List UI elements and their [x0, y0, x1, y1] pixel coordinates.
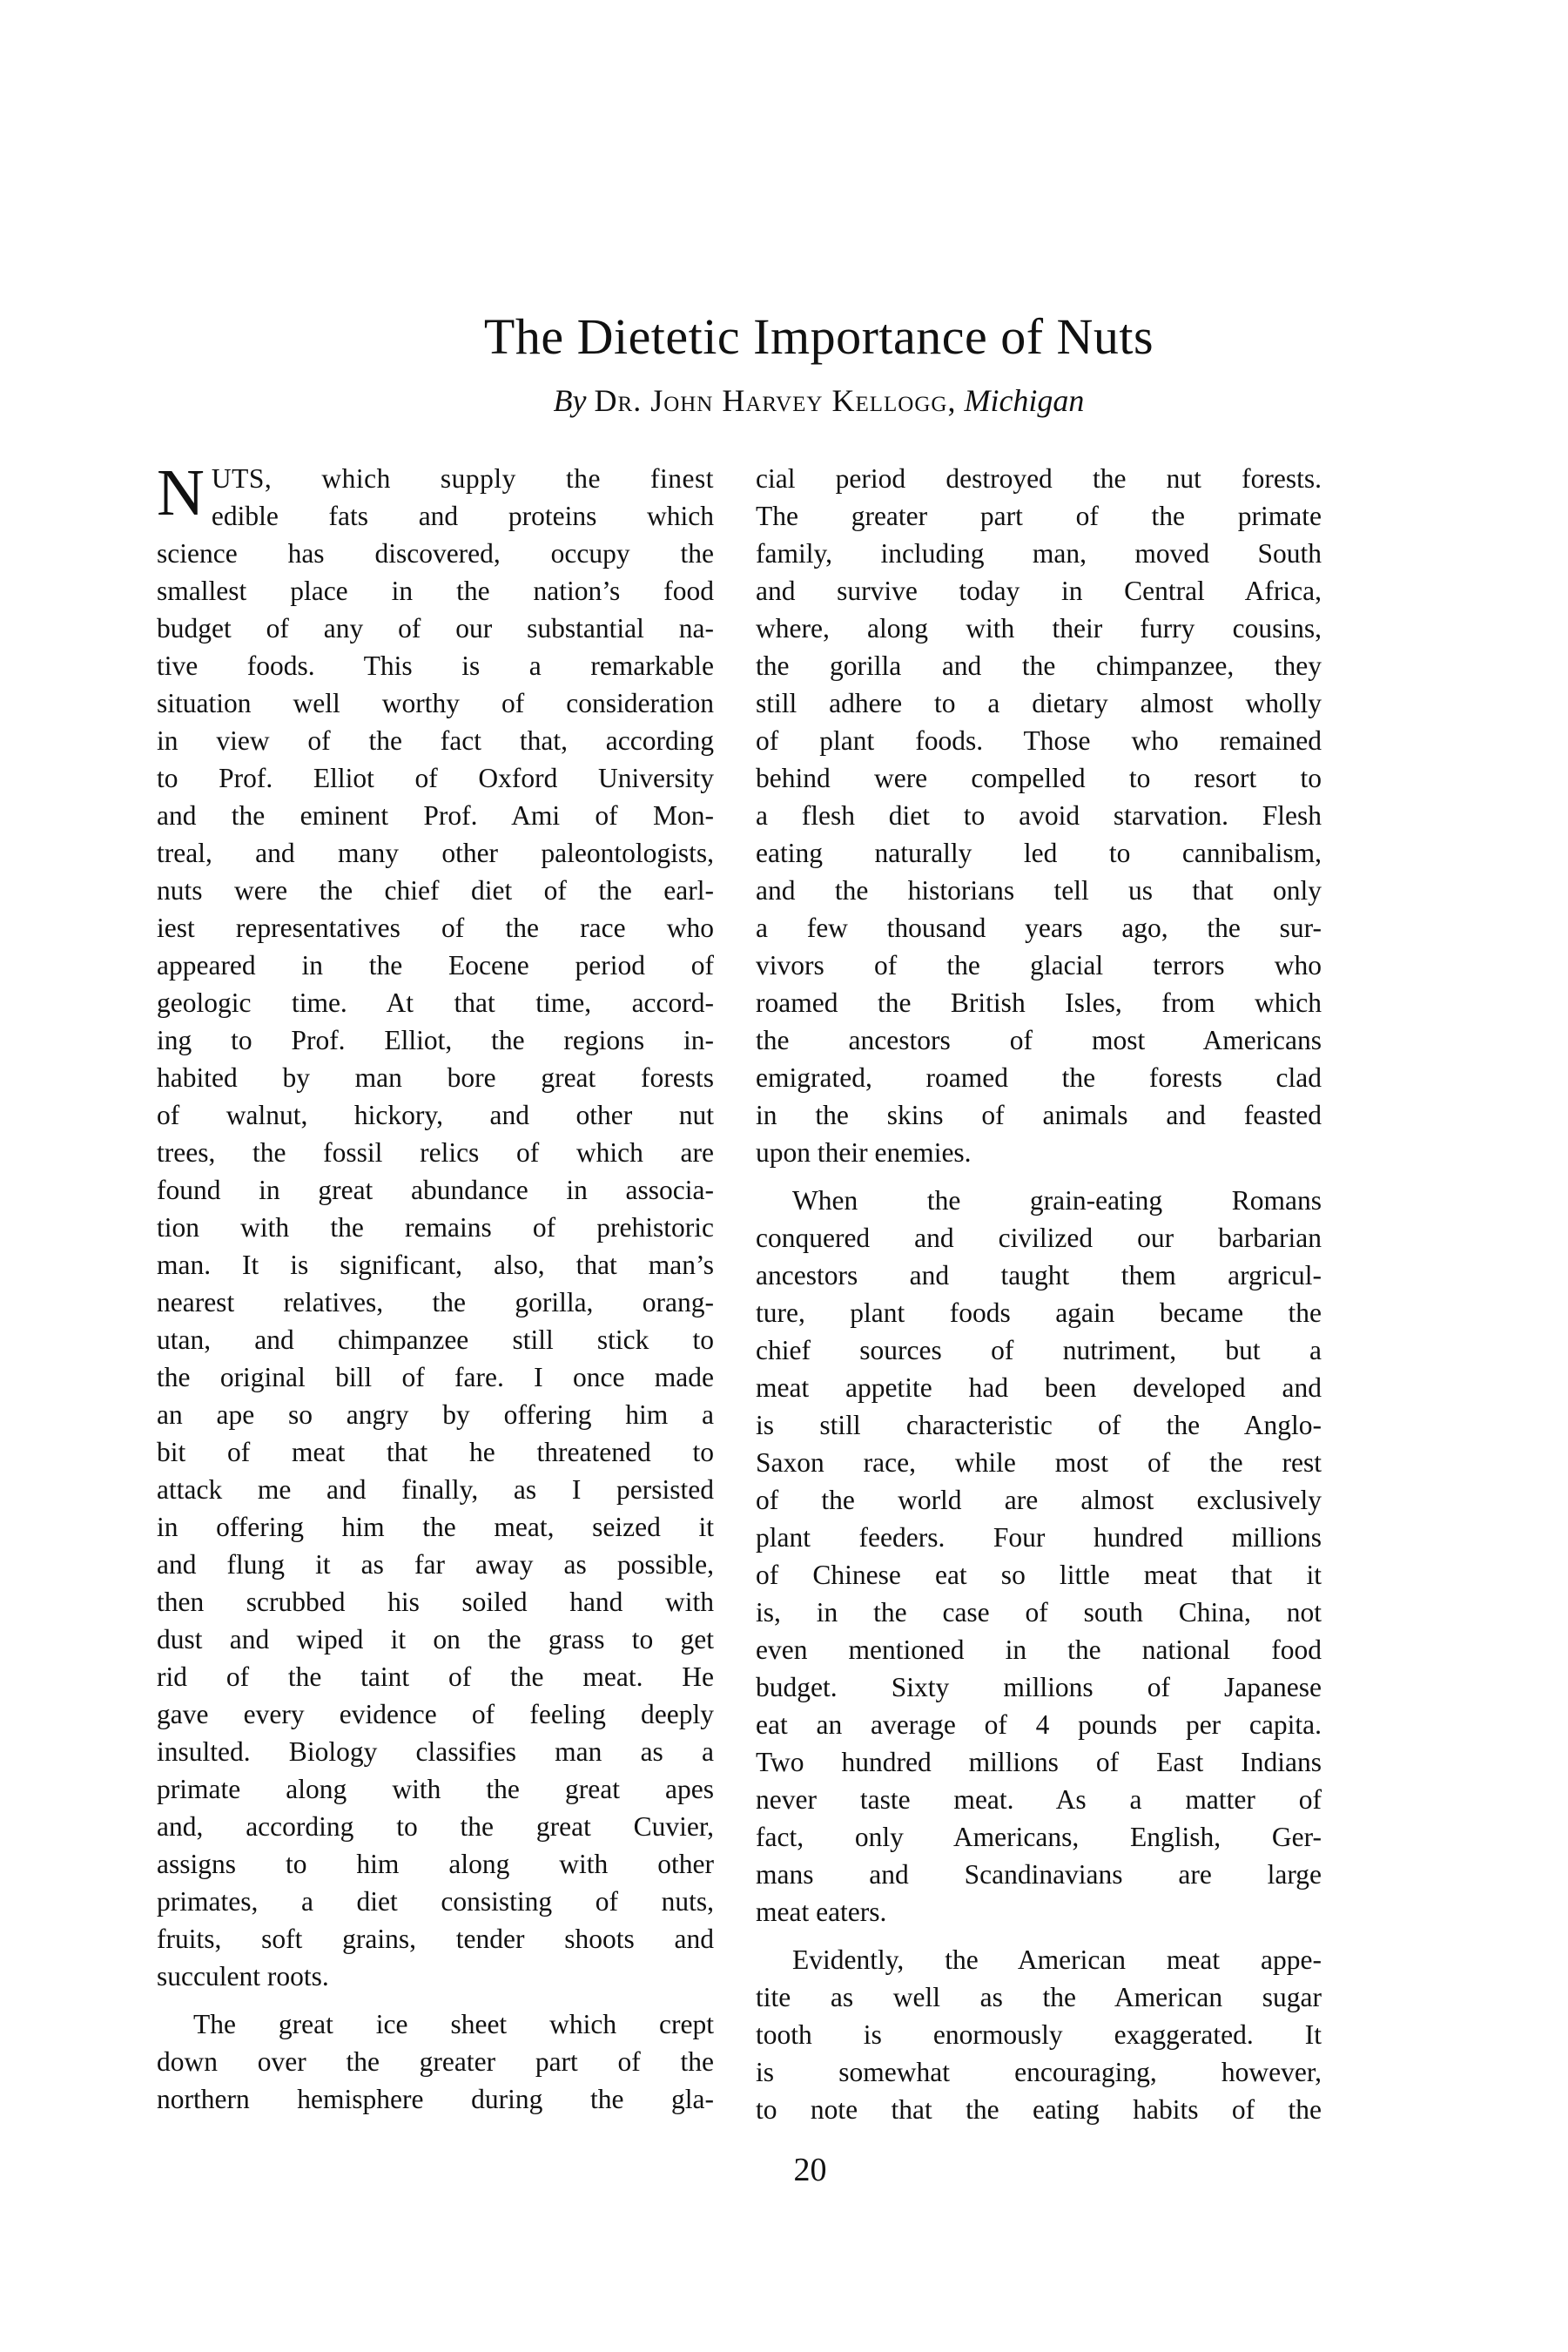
text-line: conquered and civilized our barbarian [756, 1223, 1322, 1253]
text-line: dust and wiped it on the grass to get [157, 1624, 714, 1654]
paragraph [756, 1182, 1322, 1931]
text-line: chief sources of nutriment, but a [756, 1335, 1322, 1365]
text-line: and the historians tell us that only [756, 875, 1322, 906]
text-line: family, including man, moved South [756, 538, 1322, 569]
text-line: Two hundred millions of East Indians [756, 1747, 1322, 1777]
text-line: roamed the British Isles, from which [756, 987, 1322, 1018]
text-line: fruits, soft grains, tender shoots and [157, 1924, 714, 1954]
text-line: the gorilla and the chimpanzee, they [756, 650, 1322, 681]
text-line: primates, a diet consisting of nuts, [157, 1886, 714, 1917]
text-line: rid of the taint of the meat. He [157, 1661, 714, 1692]
paragraph [756, 1941, 1322, 2128]
text-line: treal, and many other paleontologists, [157, 838, 714, 868]
text-line: is still characteristic of the Anglo- [756, 1410, 1322, 1440]
text-line: the original bill of fare. I once made [157, 1362, 714, 1392]
text-line: utan, and chimpanzee still stick to [157, 1324, 714, 1355]
text-line: plant feeders. Four hundred millions [756, 1522, 1322, 1553]
text-line: northern hemisphere during the gla- [157, 2084, 714, 2114]
text-line: tooth is enormously exaggerated. It [756, 2019, 1322, 2050]
drop-cap: N [157, 456, 205, 529]
text-line: habited by man bore great forests [157, 1062, 714, 1093]
text-line: science has discovered, occupy the [157, 538, 714, 569]
paragraph-body [157, 535, 714, 1995]
text-line: appeared in the Eocene period of [157, 950, 714, 981]
text-line: mans and Scandinavians are large [756, 1859, 1322, 1890]
text-line: attack me and finally, as I persisted [157, 1474, 714, 1505]
text-line: is somewhat encouraging, however, [756, 2057, 1322, 2087]
text-line: nuts were the chief diet of the earl- [157, 875, 714, 906]
right-column [756, 460, 1322, 2128]
text-line: tion with the remains of prehistoric [157, 1212, 714, 1243]
left-column [157, 456, 714, 2118]
text-line: and, according to the great Cuvier, [157, 1811, 714, 1842]
text-line: meat eaters. [756, 1897, 887, 1927]
text-line: a flesh diet to avoid starvation. Flesh [756, 800, 1322, 831]
text-line: behind were compelled to resort to [756, 763, 1322, 793]
text-line: to note that the eating habits of the [756, 2094, 1322, 2125]
text-line: found in great abundance in associa- [157, 1175, 714, 1205]
text-line: When the grain-eating Romans [792, 1185, 1322, 1216]
text-line: of plant foods. Those who remained [756, 725, 1322, 756]
text-line: in view of the fact that, according [157, 725, 714, 756]
text-line: and survive today in Central Africa, [756, 576, 1322, 606]
text-line: eat an average of 4 pounds per capita. [756, 1709, 1322, 1740]
text-line: meat appetite had been developed and [756, 1372, 1322, 1403]
text-line: Evidently, the American meat appe- [792, 1944, 1322, 1975]
text-line: never taste meat. As a matter of [756, 1784, 1322, 1815]
text-line: man. It is significant, also, that man’s [157, 1250, 714, 1280]
text-line: a few thousand years ago, the sur- [756, 913, 1322, 943]
text-line: is, in the case of south China, not [756, 1597, 1322, 1628]
text-line: The greater part of the primate [756, 501, 1322, 531]
text-line: emigrated, roamed the forests clad [756, 1062, 1322, 1093]
text-line: even mentioned in the national food [756, 1634, 1322, 1665]
text-line: vivors of the glacial terrors who [756, 950, 1322, 981]
text-line: fact, only Americans, English, Ger- [756, 1822, 1322, 1852]
text-line: trees, the fossil relics of which are [157, 1137, 714, 1168]
text-line: tite as well as the American sugar [756, 1982, 1322, 2012]
text-line: the ancestors of most Americans [756, 1025, 1322, 1055]
text-line: Saxon race, while most of the rest [756, 1447, 1322, 1478]
text-line: an ape so angry by offering him a [157, 1399, 714, 1430]
text-line: The great ice sheet which crept [193, 2009, 714, 2039]
text-line: assigns to him along with other [157, 1849, 714, 1879]
text-line: of Chinese eat so little meat that it [756, 1560, 1322, 1590]
text-line: still adhere to a dietary almost wholly [756, 688, 1322, 718]
text-line: ture, plant foods again became the [756, 1297, 1322, 1328]
text-line: then scrubbed his soiled hand with [157, 1587, 714, 1617]
text-line: succulent roots. [157, 1961, 329, 1991]
text-line: where, along with their furry cousins, [756, 613, 1322, 644]
text-line: budget of any of our substantial na- [157, 613, 714, 644]
text-line: gave every evidence of feeling deeply [157, 1699, 714, 1729]
text-line: iest representatives of the race who [157, 913, 714, 943]
page-number: 20 [793, 2152, 827, 2188]
text-line: nearest relatives, the gorilla, orang- [157, 1287, 714, 1318]
text-line: budget. Sixty millions of Japanese [756, 1672, 1322, 1702]
paragraph [157, 2005, 714, 2118]
text-line: of the world are almost exclusively [756, 1485, 1322, 1515]
byline-place: Michigan [964, 383, 1085, 418]
text-line: situation well worthy of consideration [157, 688, 714, 718]
text-line: cial period destroyed the nut forests. [756, 463, 1322, 494]
text-line: edible fats and proteins which [211, 501, 714, 531]
text-line: and flung it as far away as possible, [157, 1549, 714, 1580]
opening-paragraph [157, 456, 714, 1995]
text-line: geologic time. At that time, accord- [157, 987, 714, 1018]
text-line: eating naturally led to cannibalism, [756, 838, 1322, 868]
text-line: bit of meat that he threatened to [157, 1437, 714, 1467]
text-line: tive foods. This is a remarkable [157, 650, 714, 681]
text-line: ing to Prof. Elliot, the regions in- [157, 1025, 714, 1055]
text-line: to Prof. Elliot of Oxford University [157, 763, 714, 793]
text-line: primate along with the great apes [157, 1774, 714, 1804]
text-line: smallest place in the nation’s food [157, 576, 714, 606]
byline [0, 381, 1568, 421]
text-line: and the eminent Prof. Ami of Mon- [157, 800, 714, 831]
text-line: ancestors and taught them argricul- [756, 1260, 1322, 1291]
text-line: of walnut, hickory, and other nut [157, 1100, 714, 1130]
text-line: down over the greater part of the [157, 2046, 714, 2077]
article-title: The Dietetic Importance of Nuts [483, 308, 1154, 365]
text-line: in the skins of animals and feasted [756, 1100, 1322, 1130]
text-line: UTS, which supply the finest [211, 463, 714, 494]
text-line: upon their enemies. [756, 1137, 972, 1168]
text-line: in offering him the meat, seized it [157, 1512, 714, 1542]
paragraph [756, 460, 1322, 1171]
byline-by: By [553, 383, 587, 418]
byline-author: Dr. John Harvey Kellogg, [594, 383, 957, 418]
text-line: insulted. Biology classifies man as a [157, 1736, 714, 1767]
